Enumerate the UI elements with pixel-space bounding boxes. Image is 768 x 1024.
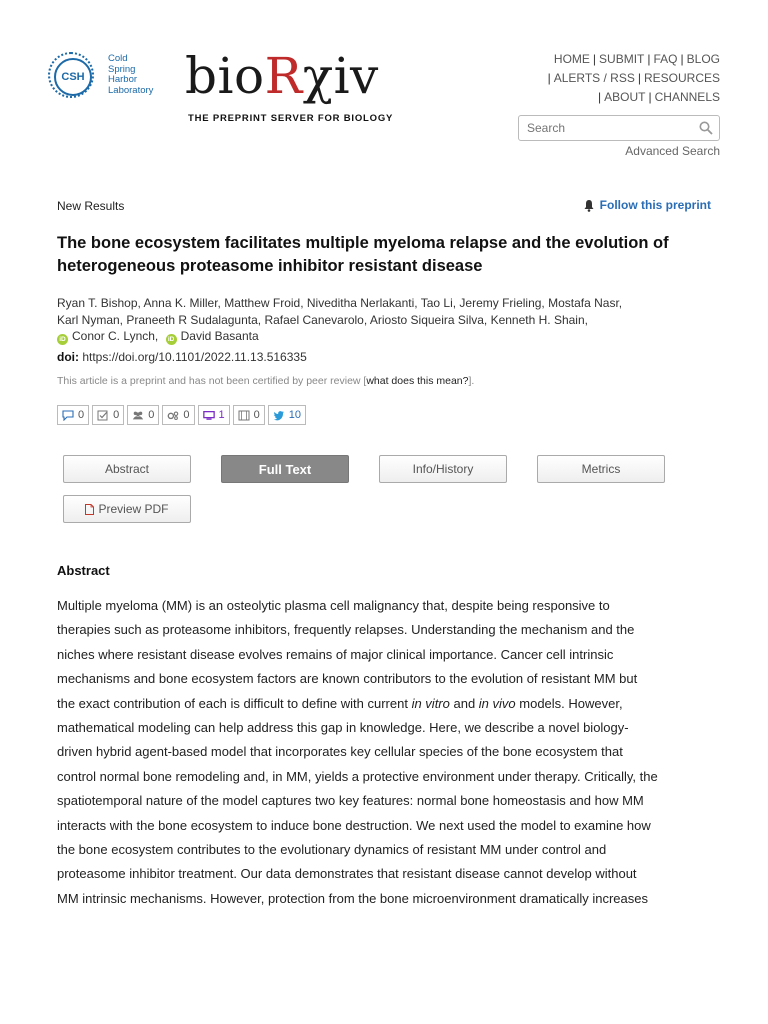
film-icon [238,410,250,421]
nav-channels[interactable]: CHANNELS [654,90,720,104]
nav-separator: | [592,52,597,66]
csh-emblem [48,52,94,98]
abstract-line: spatiotemporal nature of the model captures two key features: normal bone homeostasis and how MM [57,793,644,809]
nav-separator: | [648,90,652,104]
preview-pdf-button[interactable] [63,495,191,523]
abstract-line: mathematical modeling can help address this gap in knowledge. Here, we describe a novel biology- [57,720,629,736]
csh-wordmark [108,54,153,96]
author-link[interactable]: Conor C. Lynch, [72,329,159,343]
nav-faq[interactable]: FAQ [653,52,678,66]
tab-full-text[interactable]: Full Text [221,455,349,483]
community-metric[interactable] [127,405,159,425]
nav-blog[interactable]: BLOG [686,52,720,66]
pdf-file-icon [85,504,94,515]
abstract-italic: in vitro [411,695,450,711]
views-metric[interactable] [198,405,230,425]
comment-icon [62,410,74,421]
advanced-search-link[interactable]: Advanced Search [625,144,720,158]
abstract-line: MM intrinsic mechanisms. However, protection from the bone microenvironment dramatically increases [57,890,648,906]
metric-count: 0 [183,409,190,421]
tab-abstract[interactable]: Abstract [63,455,191,483]
metric-count: 0 [148,409,155,421]
nav-about[interactable]: ABOUT [604,90,646,104]
users-icon [132,410,144,421]
tab-metrics[interactable]: Metrics [537,455,665,483]
article-section-label: New Results [57,199,125,213]
abstract-line: mechanisms and bone ecosystem factors are known contributors to the evolution of resistant MM but [57,671,638,687]
search-box [518,115,720,141]
preprint-notice [57,375,474,387]
abstract-line: driven hybrid agent-based model that incorporates key cellular species of the bone ecosystem that [57,744,623,760]
search-icon[interactable] [699,121,713,135]
follow-preprint-button[interactable] [583,198,711,212]
metric-count: 10 [288,409,301,421]
logo-part: bio [185,47,265,105]
tab-info-history[interactable]: Info/History [379,455,507,483]
metric-count: 1 [218,409,225,421]
metrics-bar [57,405,306,425]
nav-submit[interactable]: SUBMIT [599,52,645,66]
notice-text: This article is a preprint and has not been certified by peer review [ [57,375,367,387]
doi-label: doi: [57,350,79,364]
authors-line: Karl Nyman, Praneeth R Sudalagunta, Rafael Canevarolo, Ariosto Siqueira Silva, Kenneth H. Shain, [57,312,588,327]
what-does-this-mean-link[interactable]: what does this mean? [366,375,469,387]
logo-part: χiv [302,47,379,105]
twitter-icon [273,410,285,421]
csh-line: Harbor [108,74,138,85]
reviews-metric[interactable] [92,405,124,425]
abstract-heading: Abstract [57,563,110,578]
media-metric[interactable] [233,405,265,425]
doi-line [57,350,307,364]
gears-icon [167,410,179,421]
nav-home[interactable]: HOME [553,52,590,66]
orcid-icon[interactable]: iD [166,334,177,345]
abstract-line: the bone ecosystem contributes to the evolutionary dynamics of resistant MM under control and [57,842,607,858]
abstract-line: Multiple myeloma (MM) is an osteolytic plasma cell malignancy that, despite being responsive to [57,598,610,613]
notice-text: ]. [468,375,475,387]
metric-count: 0 [253,409,260,421]
metric-count: 0 [78,409,85,421]
abstract-text: the exact contribution of each is difficult to define with current [57,695,412,711]
twitter-metric[interactable] [268,405,306,425]
author-list [57,295,717,345]
abstract-italic: in vivo [478,695,516,711]
author-link[interactable]: David Basanta [180,329,259,343]
csh-logo[interactable] [48,52,168,102]
nav-resources[interactable]: RESOURCES [643,71,720,85]
bell-icon [583,199,595,212]
nav-separator: | [647,52,651,66]
csh-abbr: CSH [54,58,92,96]
metric-count: 0 [113,409,120,421]
nav-separator: | [547,71,551,85]
monitor-icon [203,410,215,421]
abstract-line: control normal bone remodeling and, in MM, yields a protective environment under therapy. Critically, the [57,768,658,784]
csh-line: Laboratory [108,84,154,96]
doi-link[interactable]: https://doi.org/10.1101/2022.11.13.516335 [82,350,307,364]
abstract-line: niches where resistant disease evolves remains of major clinical importance. Cancer cell intrinsic [57,646,614,662]
nav-alerts[interactable]: ALERTS / RSS [553,71,635,85]
tagline: THE PREPRINT SERVER FOR BIOLOGY [188,113,394,124]
abstract-text: and [449,695,479,711]
abstract-line [57,692,717,716]
nav-separator: | [637,71,641,85]
checkbox-icon [97,410,109,421]
preview-pdf-label: Preview PDF [98,502,169,516]
article-title: The bone ecosystem facilitates multiple myeloma relapse and the evolution of heterogeneous proteasome inhibitor resistant disease [57,234,669,275]
search-input[interactable] [525,120,699,136]
abstract-line: interacts with the bone ecosystem to induce bone destruction. We next used the model to examine how [57,817,651,833]
biorxiv-logo[interactable] [185,48,379,104]
follow-label: Follow this preprint [599,198,711,212]
comments-metric[interactable] [57,405,89,425]
orcid-icon[interactable]: iD [57,334,68,345]
nav-separator: | [598,90,602,104]
csh-line: Cold [108,53,128,64]
authors-line: Ryan T. Bishop, Anna K. Miller, Matthew Froid, Niveditha Nerlakanti, Tao Li, Jeremy Frieling, Mostafa Nasr, [57,296,623,310]
nav-separator: | [680,52,684,66]
abstract-line: therapies such as proteasome inhibitors, frequently relapses. Understanding the mechanism and the [57,622,635,638]
abstract-text: models. However, [515,695,623,711]
top-nav [545,50,720,107]
csh-line: Spring [108,63,136,75]
related-metric[interactable] [162,405,194,425]
abstract-body [57,594,717,911]
abstract-line: proteasome inhibitor treatment. Our data demonstrates that resistant disease cannot develop without [57,866,637,882]
logo-part: R [264,47,303,105]
